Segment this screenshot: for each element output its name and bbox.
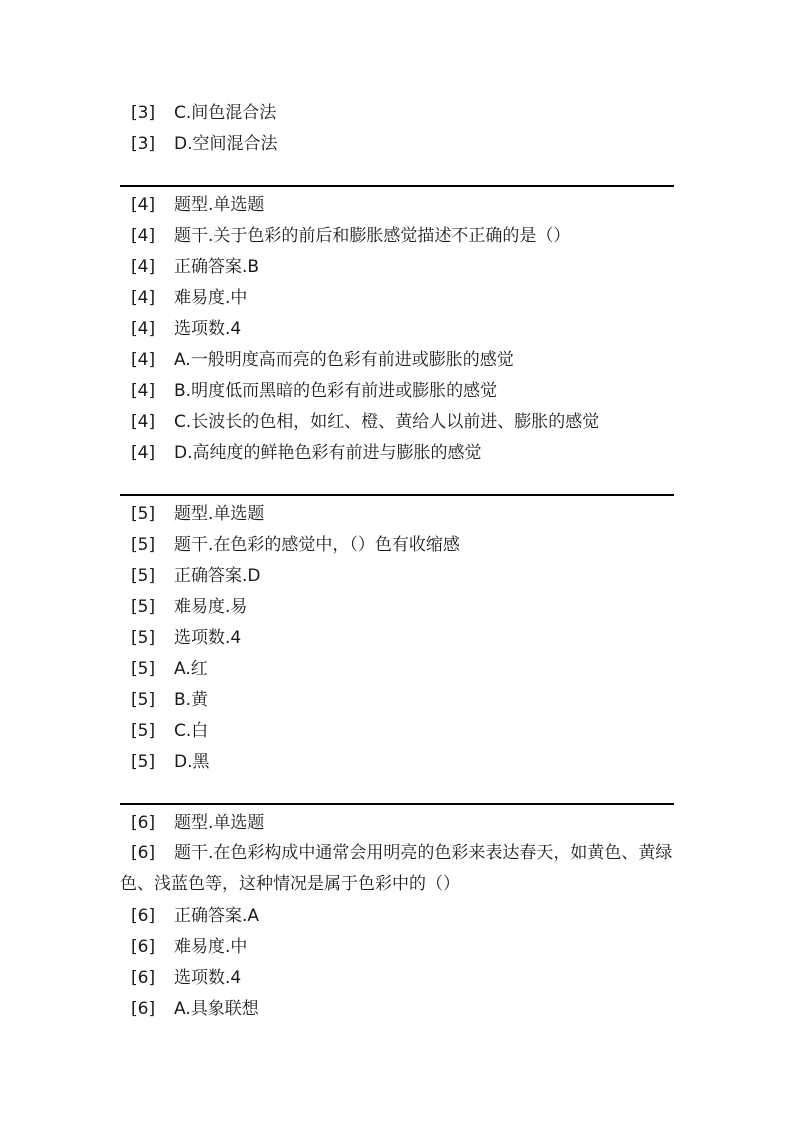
question-line <box>131 102 276 124</box>
question-line <box>131 349 514 371</box>
question-number: [4] <box>131 257 156 277</box>
question-line <box>131 256 259 278</box>
question-number: [6] <box>131 813 156 833</box>
question-line <box>131 812 264 834</box>
line-text: 难易度.中 <box>174 937 248 957</box>
line-text: D.空间混合法 <box>174 134 278 154</box>
question-line <box>131 380 497 402</box>
line-text: A.一般明度高而亮的色彩有前进或膨胀的感觉 <box>174 350 514 370</box>
question-line <box>131 751 210 773</box>
line-text: 选项数.4 <box>174 968 242 988</box>
question-line <box>131 658 208 680</box>
question-line <box>131 442 482 464</box>
line-text: 难易度.易 <box>174 597 248 617</box>
question-number: [5] <box>131 566 156 586</box>
line-text: 正确答案.D <box>174 566 261 586</box>
line-text: D.黑 <box>174 752 210 772</box>
question-line <box>131 689 208 711</box>
question-line <box>131 596 247 618</box>
line-text: C.白 <box>174 721 209 741</box>
line-text: B.明度低而黑暗的色彩有前进或膨胀的感觉 <box>174 381 498 401</box>
section-divider <box>120 185 674 187</box>
question-line <box>131 565 261 587</box>
question-number: [6] <box>131 843 156 863</box>
question-line <box>131 133 278 155</box>
line-text: 题型.单选题 <box>174 813 265 833</box>
question-number: [5] <box>131 597 156 617</box>
question-line <box>131 905 259 927</box>
question-number: [4] <box>131 443 156 463</box>
question-number: [4] <box>131 381 156 401</box>
question-number: [5] <box>131 690 156 710</box>
question-number: [5] <box>131 752 156 772</box>
question-line <box>131 720 208 742</box>
question-number: [5] <box>131 535 156 555</box>
question-number: [5] <box>131 504 156 524</box>
question-number: [3] <box>131 103 156 123</box>
question-number: [6] <box>131 999 156 1019</box>
line-text: 题干.在色彩构成中通常会用明亮的色彩来表达春天，如黄色、黄绿色、浅蓝色等，这种情况是属于色彩中的（） <box>120 843 673 894</box>
line-text: A.具象联想 <box>174 999 259 1019</box>
line-text: 正确答案.B <box>174 257 260 277</box>
question-number: [6] <box>131 906 156 926</box>
question-line <box>131 967 241 989</box>
question-line <box>131 936 247 958</box>
question-number: [3] <box>131 134 156 154</box>
question-line <box>131 287 247 309</box>
question-number: [6] <box>131 968 156 988</box>
question-number: [4] <box>131 288 156 308</box>
line-text: 题型.单选题 <box>174 195 265 215</box>
line-text: D.高纯度的鲜艳色彩有前进与膨胀的感觉 <box>174 443 482 463</box>
line-text: C.间色混合法 <box>174 103 277 123</box>
question-number: [6] <box>131 937 156 957</box>
question-line <box>131 318 241 340</box>
question-line <box>131 503 264 525</box>
line-text: 题干.在色彩的感觉中，（）色有收缩感 <box>174 535 460 555</box>
question-line <box>131 534 460 556</box>
line-text: A.红 <box>174 659 208 679</box>
question-line <box>131 998 259 1020</box>
question-number: [4] <box>131 195 156 215</box>
section-divider <box>120 494 674 496</box>
line-text: 题干.关于色彩的前后和膨胀感觉描述不正确的是（） <box>174 226 571 246</box>
line-text: 正确答案.A <box>174 906 260 926</box>
question-number: [5] <box>131 721 156 741</box>
question-line <box>131 411 599 433</box>
question-number: [4] <box>131 350 156 370</box>
question-number: [5] <box>131 659 156 679</box>
line-text: 题型.单选题 <box>174 504 265 524</box>
section-divider <box>120 803 674 805</box>
line-text: B.黄 <box>174 690 209 710</box>
line-text: C.长波长的色相，如红、橙、黄给人以前进、膨胀的感觉 <box>174 412 600 432</box>
question-stem-wrapped <box>120 838 680 900</box>
question-number: [5] <box>131 628 156 648</box>
line-text: 选项数.4 <box>174 628 242 648</box>
question-line <box>131 627 241 649</box>
question-line <box>131 225 570 247</box>
question-number: [4] <box>131 226 156 246</box>
question-number: [4] <box>131 319 156 339</box>
question-line <box>131 194 264 216</box>
line-text: 难易度.中 <box>174 288 248 308</box>
line-text: 选项数.4 <box>174 319 242 339</box>
question-number: [4] <box>131 412 156 432</box>
